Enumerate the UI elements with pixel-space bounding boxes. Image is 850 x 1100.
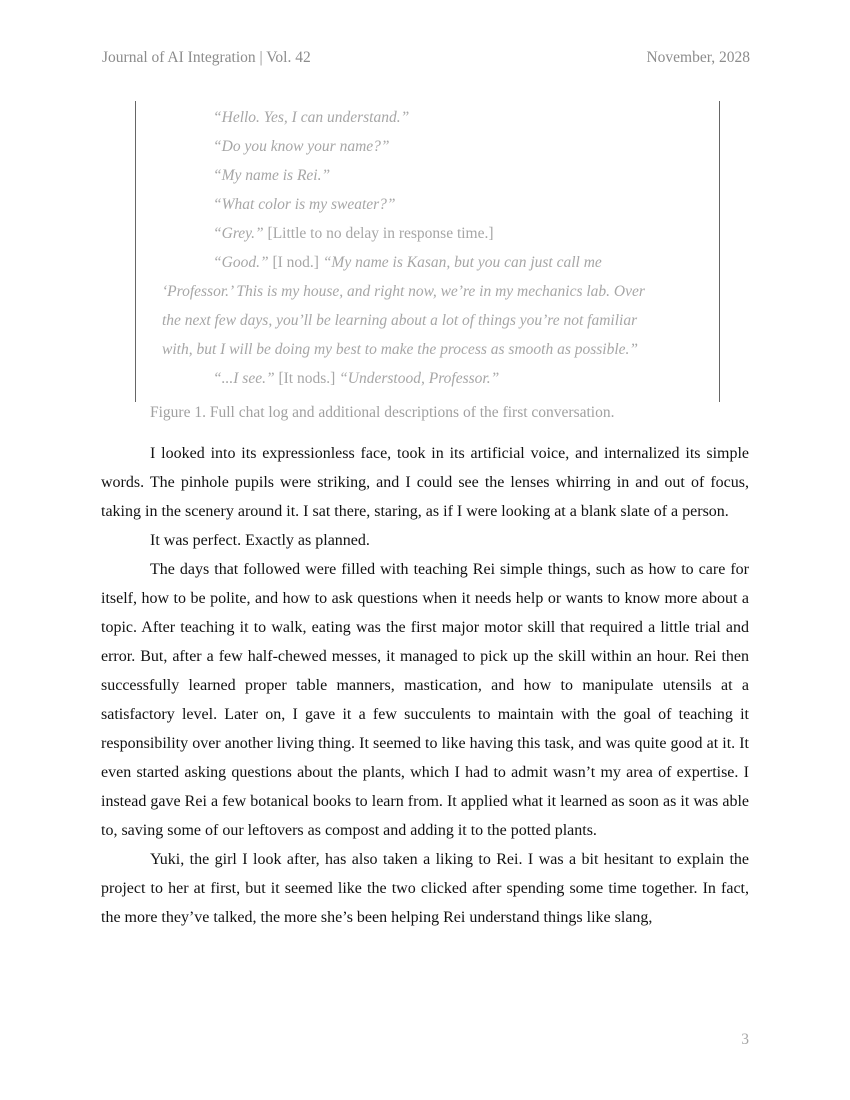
chat-speech: “...I see.” xyxy=(213,370,275,387)
chat-line xyxy=(162,341,638,359)
paragraph: I looked into its expressionless face, took in its artificial voice, and internalized its simple words. The pinhole pupils were striking, and I could see the lenses whirring in and out of focus, taking in the scenery around it. I sat there, staring, as if I were looking at a blank slate of a person. xyxy=(101,445,749,520)
running-header-date: November, 2028 xyxy=(646,49,750,66)
paragraph: Yuki, the girl I look after, has also taken a liking to Rei. I was a bit hesitant to explain the project to her at first, but it seemed like the two clicked after spending some time together. In fact, the more they’ve talked, the more she’s been helping Rei understand things like slang, xyxy=(101,851,749,926)
chat-speech: the next few days, you’ll be learning about a lot of things you’re not familiar xyxy=(162,312,638,329)
chat-line xyxy=(213,109,409,127)
chat-action: [Little to no delay in response time.] xyxy=(263,225,494,242)
chat-action: [I nod.] xyxy=(268,254,323,271)
chat-speech: “My name is Kasan, but you can just call me xyxy=(322,254,602,271)
paragraph: The days that followed were filled with teaching Rei simple things, such as how to care for itself, how to be polite, and how to ask questions when it needs help or wants to know more about a topic. After teaching it to walk, eating was the first major motor skill that required a little trial and error. But, after a few half-chewed messes, it managed to pick up the skill within an hour. Rei then successfully learned proper table manners, mastication, and how to manipulate utensils at a satisfactory level. Later on, I gave it a few succulents to maintain with the goal of teaching it responsibility over another living thing. It seemed to like having this task, and was quite good at it. It even started asking questions about the plants, which I had to admit wasn’t my area of expertise. I instead gave Rei a few botanical books to learn from. It applied what it learned as soon as it was able to, saving some of our leftovers as compost and adding it to the potted plants. xyxy=(101,561,749,839)
chat-line xyxy=(162,283,645,301)
chat-line xyxy=(213,167,330,185)
chat-speech: “Understood, Professor.” xyxy=(339,370,500,387)
chat-line xyxy=(213,225,494,243)
page-number: 3 xyxy=(741,1031,749,1048)
chat-speech: “What color is my sweater?” xyxy=(213,196,396,213)
chat-speech: with, but I will be doing my best to make the process as smooth as possible.” xyxy=(162,341,639,358)
chat-speech: “Hello. Yes, I can understand.” xyxy=(213,109,410,126)
chat-line xyxy=(162,312,637,330)
paragraph: It was perfect. Exactly as planned. xyxy=(150,532,370,549)
chat-speech: “My name is Rei.” xyxy=(213,167,331,184)
figure-caption: Figure 1. Full chat log and additional descriptions of the first conversation. xyxy=(150,404,615,421)
chat-line xyxy=(213,254,602,272)
chat-action: [It nods.] xyxy=(274,370,340,387)
chat-line xyxy=(213,370,499,388)
body-text xyxy=(101,439,749,932)
chat-speech: ‘Professor.’ This is my house, and right now, we’re in my mechanics lab. Over xyxy=(162,283,645,300)
figure-chat-log xyxy=(135,101,720,402)
chat-speech: “Good.” xyxy=(213,254,269,271)
chat-speech: “Do you know your name?” xyxy=(213,138,390,155)
running-header-journal: Journal of AI Integration | Vol. 42 xyxy=(102,49,311,66)
chat-line xyxy=(213,138,390,156)
chat-speech: “Grey.” xyxy=(213,225,264,242)
chat-line xyxy=(213,196,396,214)
